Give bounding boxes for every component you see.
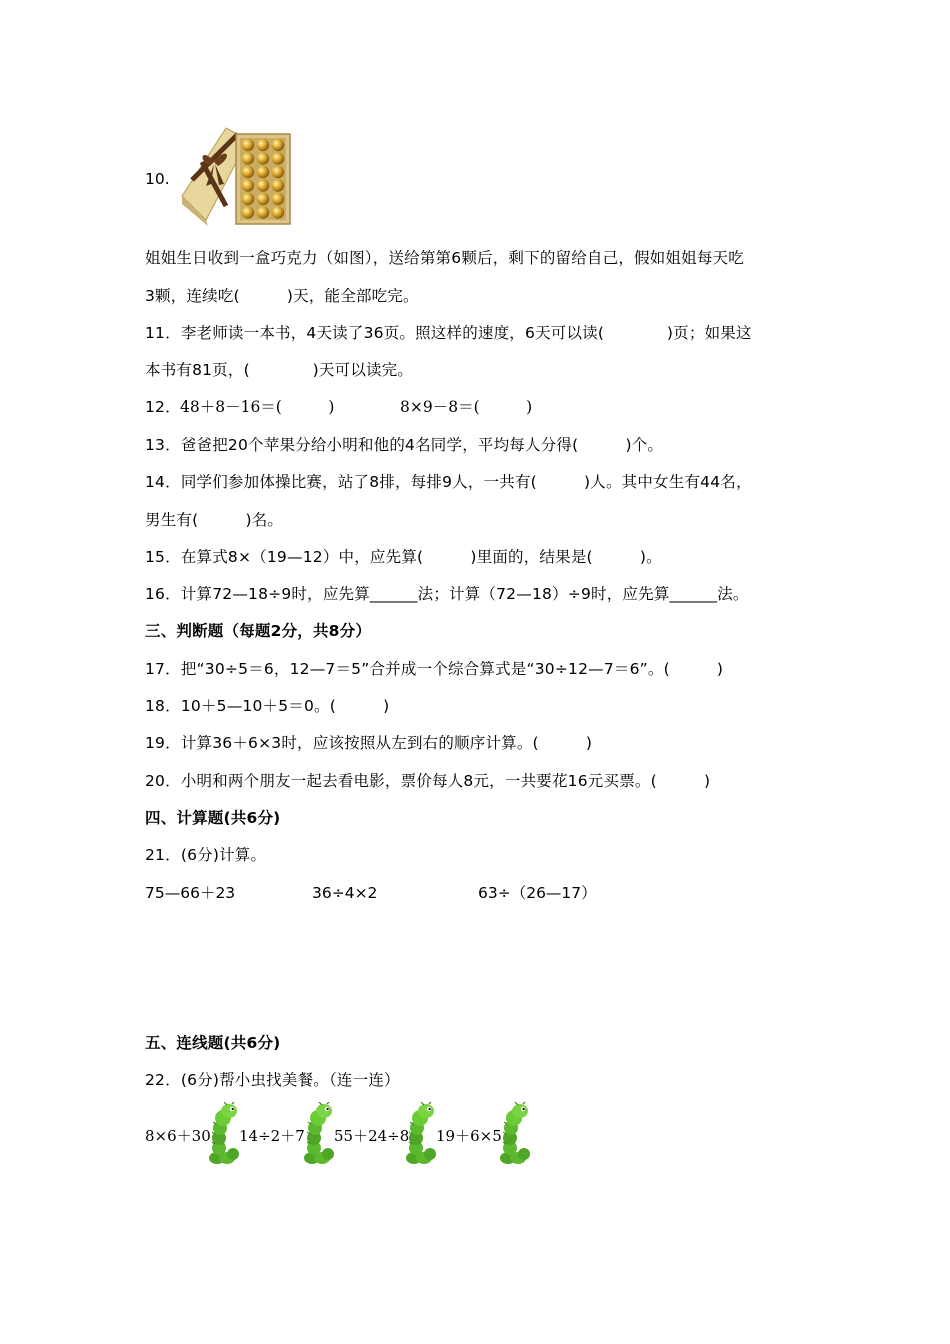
q21-expr-2: 36÷4×2 bbox=[312, 884, 378, 902]
chocolate-ball bbox=[257, 206, 269, 218]
q15-text: 15．在算式8×（19—12）中，应先算( )里面的，结果是( )。 bbox=[145, 548, 662, 566]
chocolate-ball bbox=[257, 152, 269, 164]
q11-text-line1: 11．李老师读一本书，4天读了36页。照这样的速度，6天可以读( )页；如果这 bbox=[145, 324, 752, 342]
q11-text-line2: 本书有81页，( )天可以读完。 bbox=[145, 361, 414, 379]
q21-text: 21．(6分)计算。 bbox=[145, 846, 267, 864]
chocolate-ball bbox=[272, 193, 284, 205]
q10-text-line1: 姐姐生日收到一盒巧克力（如图），送给第第6颗后，剩下的留给自己，假如姐姐每天吃 bbox=[145, 249, 744, 267]
q10-text-line2: 3颗，连续吃( )天，能全部吃完。 bbox=[145, 287, 419, 305]
chocolate-ball bbox=[242, 193, 254, 205]
q21-expr-3: 63÷（26—17） bbox=[478, 884, 597, 902]
chocolate-ball bbox=[242, 139, 254, 151]
q12-label: 12． bbox=[145, 398, 181, 416]
chocolate-ball bbox=[272, 139, 284, 151]
chocolate-ball bbox=[257, 166, 269, 178]
q16-text: 16．计算72—18÷9时，应先算______法；计算（72—18）÷9时，应先算______法。 bbox=[145, 585, 749, 603]
chocolate-ball bbox=[257, 179, 269, 191]
q13-text: 13．爸爸把20个苹果分给小明和他的4名同学，平均每人分得( )个。 bbox=[145, 436, 664, 454]
chocolate-ball bbox=[257, 139, 269, 151]
q12-expr-b: 8×9－8＝( ) bbox=[400, 398, 533, 416]
chocolate-ball bbox=[272, 206, 284, 218]
caterpillar-icon bbox=[302, 1102, 334, 1166]
section4-title: 四、计算题(共6分) bbox=[145, 809, 281, 827]
q10-number: 10. bbox=[145, 170, 170, 188]
section3-title: 三、判断题（每题2分，共8分） bbox=[145, 622, 372, 640]
q22-text: 22．(6分)帮小虫找美餐。（连一连） bbox=[145, 1071, 400, 1089]
q14-text-line2: 男生有( )名。 bbox=[145, 511, 284, 529]
chocolate-ball bbox=[257, 193, 269, 205]
caterpillar-icon bbox=[404, 1102, 436, 1166]
q12-expr-a: 48＋8－16＝( ) bbox=[180, 398, 335, 416]
chocolate-box-image bbox=[178, 122, 294, 226]
q20-text: 20．小明和两个朋友一起去看电影，票价每人8元，一共要花16元买票。( ) bbox=[145, 772, 711, 790]
q21-expr-1: 75—66＋23 bbox=[145, 884, 236, 902]
q22-expr-1: 8×6＋30 bbox=[145, 1127, 211, 1145]
chocolate-ball bbox=[242, 179, 254, 191]
q18-text: 18．10＋5—10＋5＝0。( ) bbox=[145, 697, 390, 715]
q14-text-line1: 14．同学们参加体操比赛，站了8排，每排9人，一共有( )人。其中女生有44名， bbox=[145, 473, 752, 491]
chocolate-ball bbox=[272, 179, 284, 191]
chocolate-ball bbox=[272, 152, 284, 164]
chocolate-ball bbox=[242, 166, 254, 178]
chocolate-ball bbox=[242, 152, 254, 164]
chocolate-ball bbox=[272, 166, 284, 178]
q22-expr-3: 55＋24÷8 bbox=[334, 1127, 410, 1145]
q19-text: 19．计算36＋6×3时，应该按照从左到右的顺序计算。( ) bbox=[145, 734, 593, 752]
chocolate-ball bbox=[242, 206, 254, 218]
q22-expr-2: 14÷2＋7 bbox=[239, 1127, 305, 1145]
q17-text: 17．把“30÷5＝6，12—7＝5”合并成一个综合算式是“30÷12—7＝6”。( ) bbox=[145, 660, 724, 678]
caterpillar-icon bbox=[498, 1102, 530, 1166]
caterpillar-icon bbox=[207, 1102, 239, 1166]
section5-title: 五、连线题(共6分) bbox=[145, 1034, 281, 1052]
q22-expr-4: 19＋6×5 bbox=[436, 1127, 502, 1145]
